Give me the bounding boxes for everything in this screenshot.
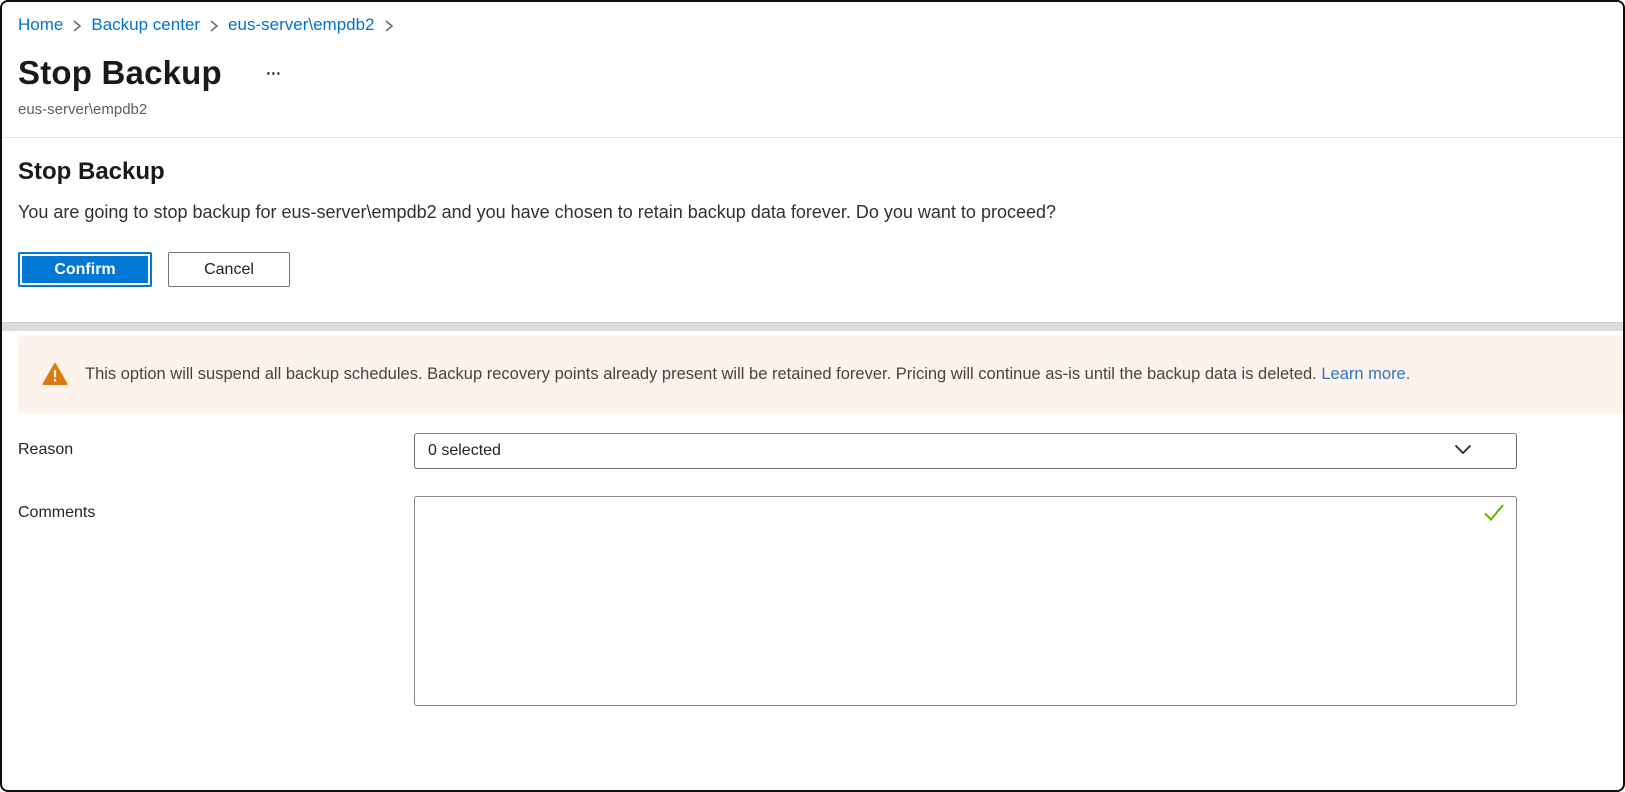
confirm-button[interactable]: Confirm bbox=[18, 252, 152, 287]
page-subtitle: eus-server\empdb2 bbox=[18, 101, 148, 118]
breadcrumb-server-item[interactable]: eus-server\empdb2 bbox=[228, 15, 375, 34]
comments-label: Comments bbox=[18, 504, 96, 521]
page-title: Stop Backup bbox=[18, 54, 222, 91]
reason-row bbox=[18, 433, 1623, 469]
reason-label: Reason bbox=[18, 441, 74, 458]
learn-more-link[interactable]: Learn more. bbox=[1321, 364, 1411, 383]
form-area bbox=[2, 413, 1623, 711]
more-options-icon[interactable]: ⋯ bbox=[264, 62, 286, 85]
reason-dropdown[interactable] bbox=[414, 433, 1517, 469]
warning-icon bbox=[42, 362, 68, 386]
chevron-right-icon bbox=[384, 19, 394, 33]
confirmation-message: You are going to stop backup for eus-server\empdb2 and you have chosen to retain backup data forever. Do you want to proceed? bbox=[18, 202, 1057, 222]
breadcrumb-home[interactable]: Home bbox=[18, 15, 64, 34]
warning-text: This option will suspend all backup schedules. Backup recovery points already present will be retained forever. Pricing will continue as-is until the backup data is deleted. Learn more. bbox=[85, 364, 1411, 383]
comments-row bbox=[18, 496, 1623, 711]
section-divider bbox=[2, 322, 1623, 331]
button-row bbox=[18, 252, 1607, 287]
chevron-down-icon[interactable] bbox=[1454, 442, 1472, 460]
breadcrumb-backup-center[interactable]: Backup center bbox=[91, 15, 201, 34]
comments-input[interactable] bbox=[414, 496, 1517, 706]
chevron-right-icon bbox=[72, 19, 82, 33]
section-heading: Stop Backup bbox=[18, 158, 165, 185]
cancel-button[interactable]: Cancel bbox=[168, 252, 290, 287]
stop-backup-section bbox=[2, 138, 1623, 287]
reason-dropdown-value: 0 selected bbox=[428, 442, 501, 459]
page-header bbox=[2, 2, 1623, 138]
warning-banner bbox=[18, 335, 1623, 413]
chevron-right-icon bbox=[209, 19, 219, 33]
breadcrumb bbox=[18, 12, 1607, 38]
